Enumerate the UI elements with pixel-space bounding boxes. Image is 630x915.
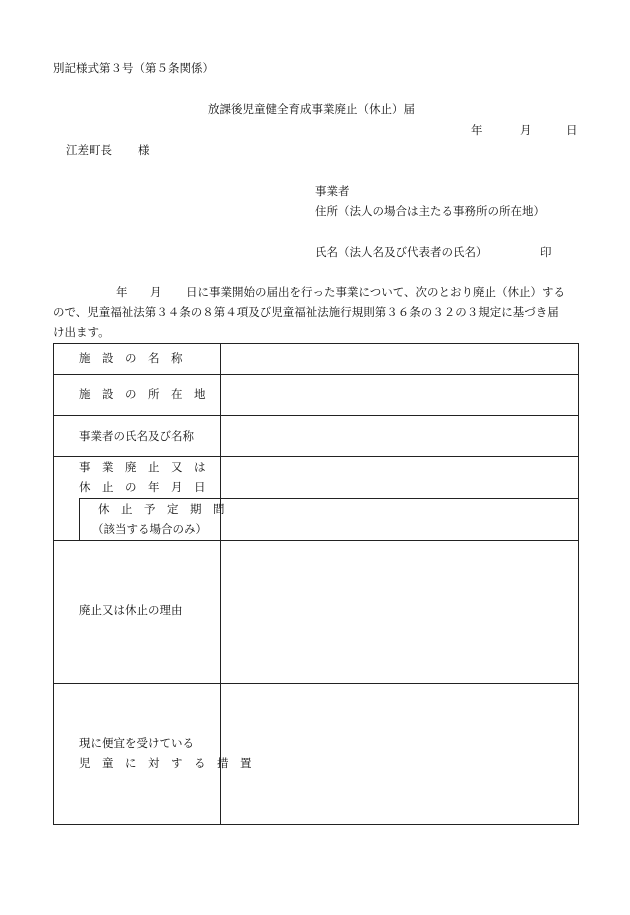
label-reason: 廃止又は休止の理由	[79, 603, 183, 617]
notification-table	[53, 343, 579, 825]
label-measures-line-2: 児 童 に 対 す る 措 置	[79, 756, 252, 770]
suspension-period-field[interactable]	[221, 499, 578, 540]
facility-location-field[interactable]	[221, 375, 578, 415]
date-year-label: 年	[471, 123, 483, 137]
date-day-label: 日	[566, 123, 578, 137]
closure-date-field[interactable]	[221, 457, 578, 498]
reason-field[interactable]	[221, 541, 578, 683]
body-text-line-1: 日に事業開始の届出を行った事業について、次のとおり廃止（休止）する	[186, 285, 566, 299]
label-closure-date-line-2: 休 止 の 年 月 日	[79, 480, 206, 494]
applicant-address-label: 住所（法人の場合は主たる事務所の所在地）	[315, 204, 545, 218]
label-facility-name: 施 設 の 名 称	[79, 351, 183, 365]
facility-name-field[interactable]	[221, 344, 578, 374]
label-operator-name: 事業者の氏名及び名称	[79, 429, 194, 443]
operator-name-field[interactable]	[221, 416, 578, 456]
body-text-line-3: け出ます。	[53, 325, 110, 339]
label-facility-location: 施 設 の 所 在 地	[79, 387, 206, 401]
applicant-heading: 事業者	[315, 184, 350, 198]
label-measures-line-1: 現に便宜を受けている	[79, 736, 194, 750]
recipient-honorific: 様	[138, 143, 150, 157]
form-title: 放課後児童健全育成事業廃止（休止）届	[208, 102, 415, 116]
applicant-name-label: 氏名（法人名及び代表者の氏名）	[315, 245, 488, 259]
body-year-label: 年	[116, 285, 128, 299]
form-code: 別記様式第３号（第５条関係）	[53, 61, 214, 75]
seal-mark: 印	[540, 245, 552, 259]
label-suspension-period-line-1: 休 止 予 定 期 間	[98, 502, 225, 516]
label-suspension-period-line-2: （該当する場合のみ）	[92, 522, 207, 536]
label-closure-date-line-1: 事 業 廃 止 又 は	[79, 460, 206, 474]
body-text-line-2: ので、児童福祉法第３４条の８第４項及び児童福祉法施行規則第３６条の３２の３規定に基づき届	[53, 305, 559, 319]
measures-field[interactable]	[221, 684, 578, 824]
date-month-label: 月	[520, 123, 532, 137]
recipient-name: 江差町長	[66, 143, 112, 157]
subrow-indent-line	[79, 498, 80, 540]
body-month-label: 月	[150, 285, 162, 299]
